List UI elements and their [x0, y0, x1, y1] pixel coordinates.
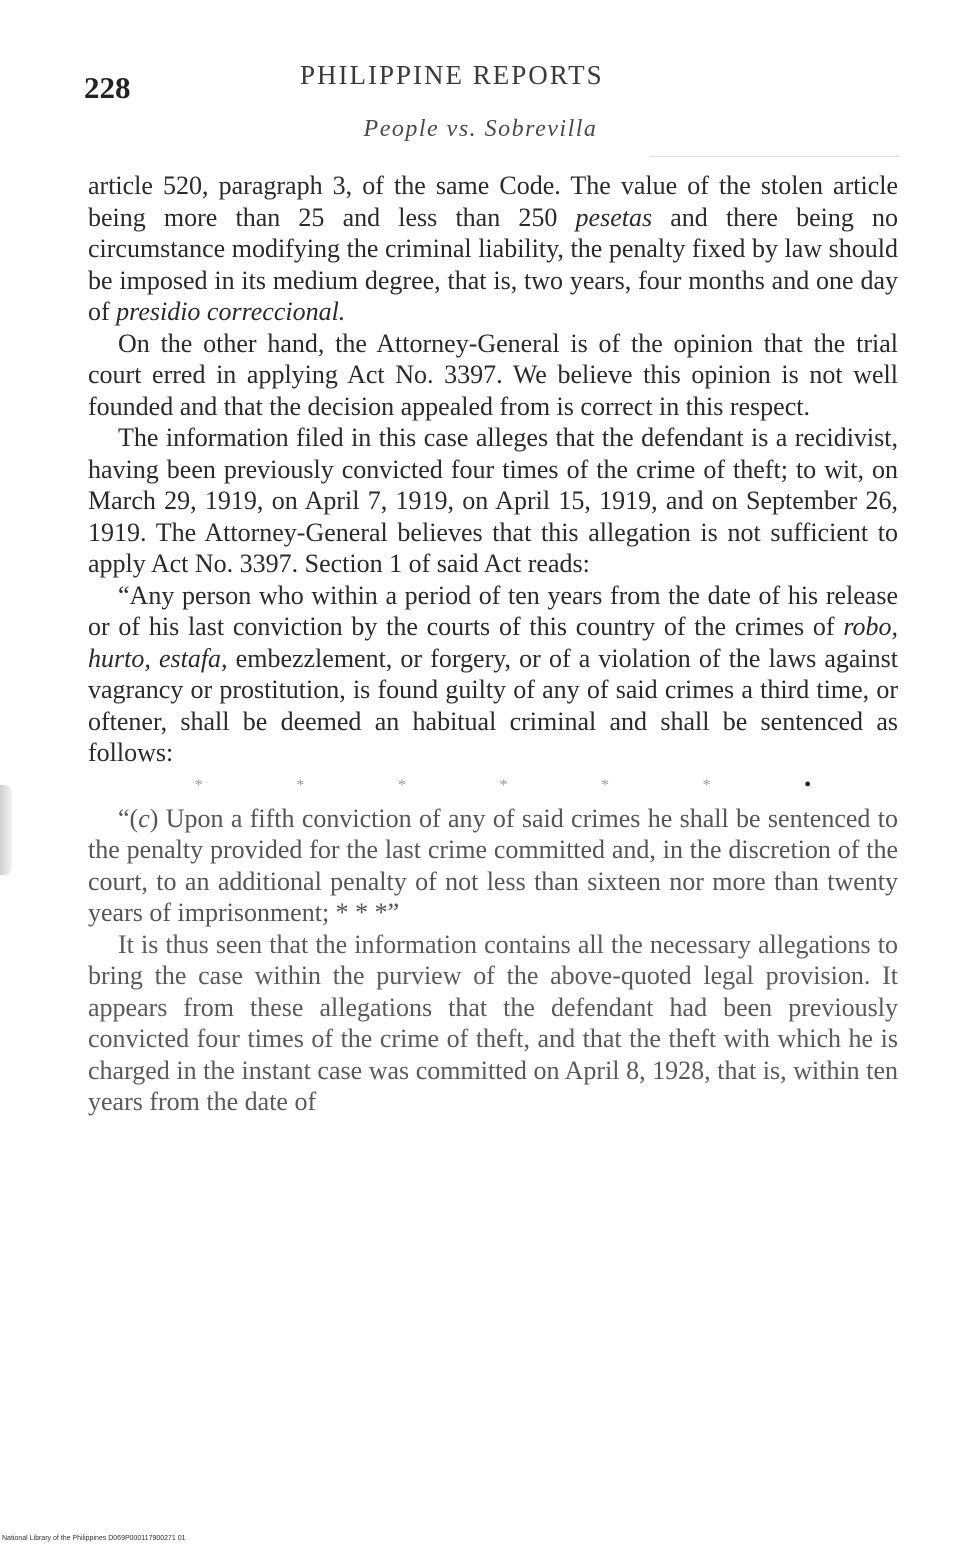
margin-mark — [0, 785, 12, 875]
star: * — [296, 776, 305, 794]
running-head: PHILIPPINE REPORTS — [300, 60, 604, 90]
quotation-2-text: ) Upon a fifth conviction of any of said crimes he shall be sentenced to the penalty provided for the last crime committed and, in the discretion of the court, to an additional penalty of not less than sixteen nor more than twenty years of imprisonment; * * *” — [88, 803, 898, 927]
quotation-2-open: “( — [118, 803, 139, 833]
paragraph-1-text-b: and there being no circumstance modifying the criminal liability, the penalty fixed by law should be imposed in its medium degree, that is, two years, four months and one day of — [88, 202, 898, 326]
paragraph-4: It is thus seen that the information contains all the necessary allegations to bring the case within the purview of the above-quoted legal provision. It appears from these allegations that the defendant had been previously convicted four times of the crime of theft, and that the theft with which he is charged in the instant case was committed on April 8, 1928, that is, within ten years from the date of — [88, 929, 898, 1116]
quotation-1 — [88, 580, 898, 769]
star: * — [601, 776, 610, 794]
page-number: 228 — [84, 70, 131, 105]
quotation-2-italic-c: c — [138, 803, 150, 833]
paragraph-3: The information filed in this case alleges that the defendant is a recidivist, having been previously convicted four times of the crime of theft; to wit, on March 29, 1919, on April 7, 1919, on April 15, 1919, and on September 26, 1919. The Attorney-General believes that this allegation is not sufficient to apply Act No. 3397. Section 1 of said Act reads: — [88, 423, 898, 578]
paragraph-1-italic-presidio: presidio correccional. — [116, 297, 346, 326]
star: * — [397, 776, 406, 794]
paragraph-1-italic-pesetas: pesetas — [575, 202, 653, 232]
ellipsis-stars — [88, 769, 898, 803]
quotation-1-text-b: embezzlement, or forgery, or of a violation of the laws against vagrancy or prostitution, is found guilty of any of said crimes a third time, or oftener, shall be deemed an habitual criminal and shall be sentenced as follows: — [88, 643, 898, 767]
quotation-1-text-a: “Any person who within a period of ten years from the date of his release or of his last conviction by the courts of this country of the crimes of — [88, 580, 898, 641]
star: * — [702, 776, 711, 794]
body-text — [88, 170, 898, 1118]
star: • — [804, 773, 812, 796]
paragraph-2: On the other hand, the Attorney-General is of the opinion that the trial court erred in applying Act No. 3397. We believe this opinion is not well founded and that the decision appealed from is correct in this respect. — [88, 328, 898, 421]
paragraph-1-text-a: article 520, paragraph 3, of the same Code. The value of the stolen article being more than 25 and less than 250 — [88, 171, 898, 232]
paragraph-1 — [88, 170, 898, 328]
source-footer: National Library of the Philippines D069P000117900271 01 — [2, 1535, 186, 1542]
quotation-1-italic: robo, hurto, estafa, — [88, 612, 898, 673]
case-title: People vs. Sobrevilla — [363, 116, 598, 142]
quotation-2 — [88, 803, 898, 929]
star: * — [194, 776, 203, 794]
header-rule — [650, 156, 900, 157]
star: * — [499, 776, 508, 794]
